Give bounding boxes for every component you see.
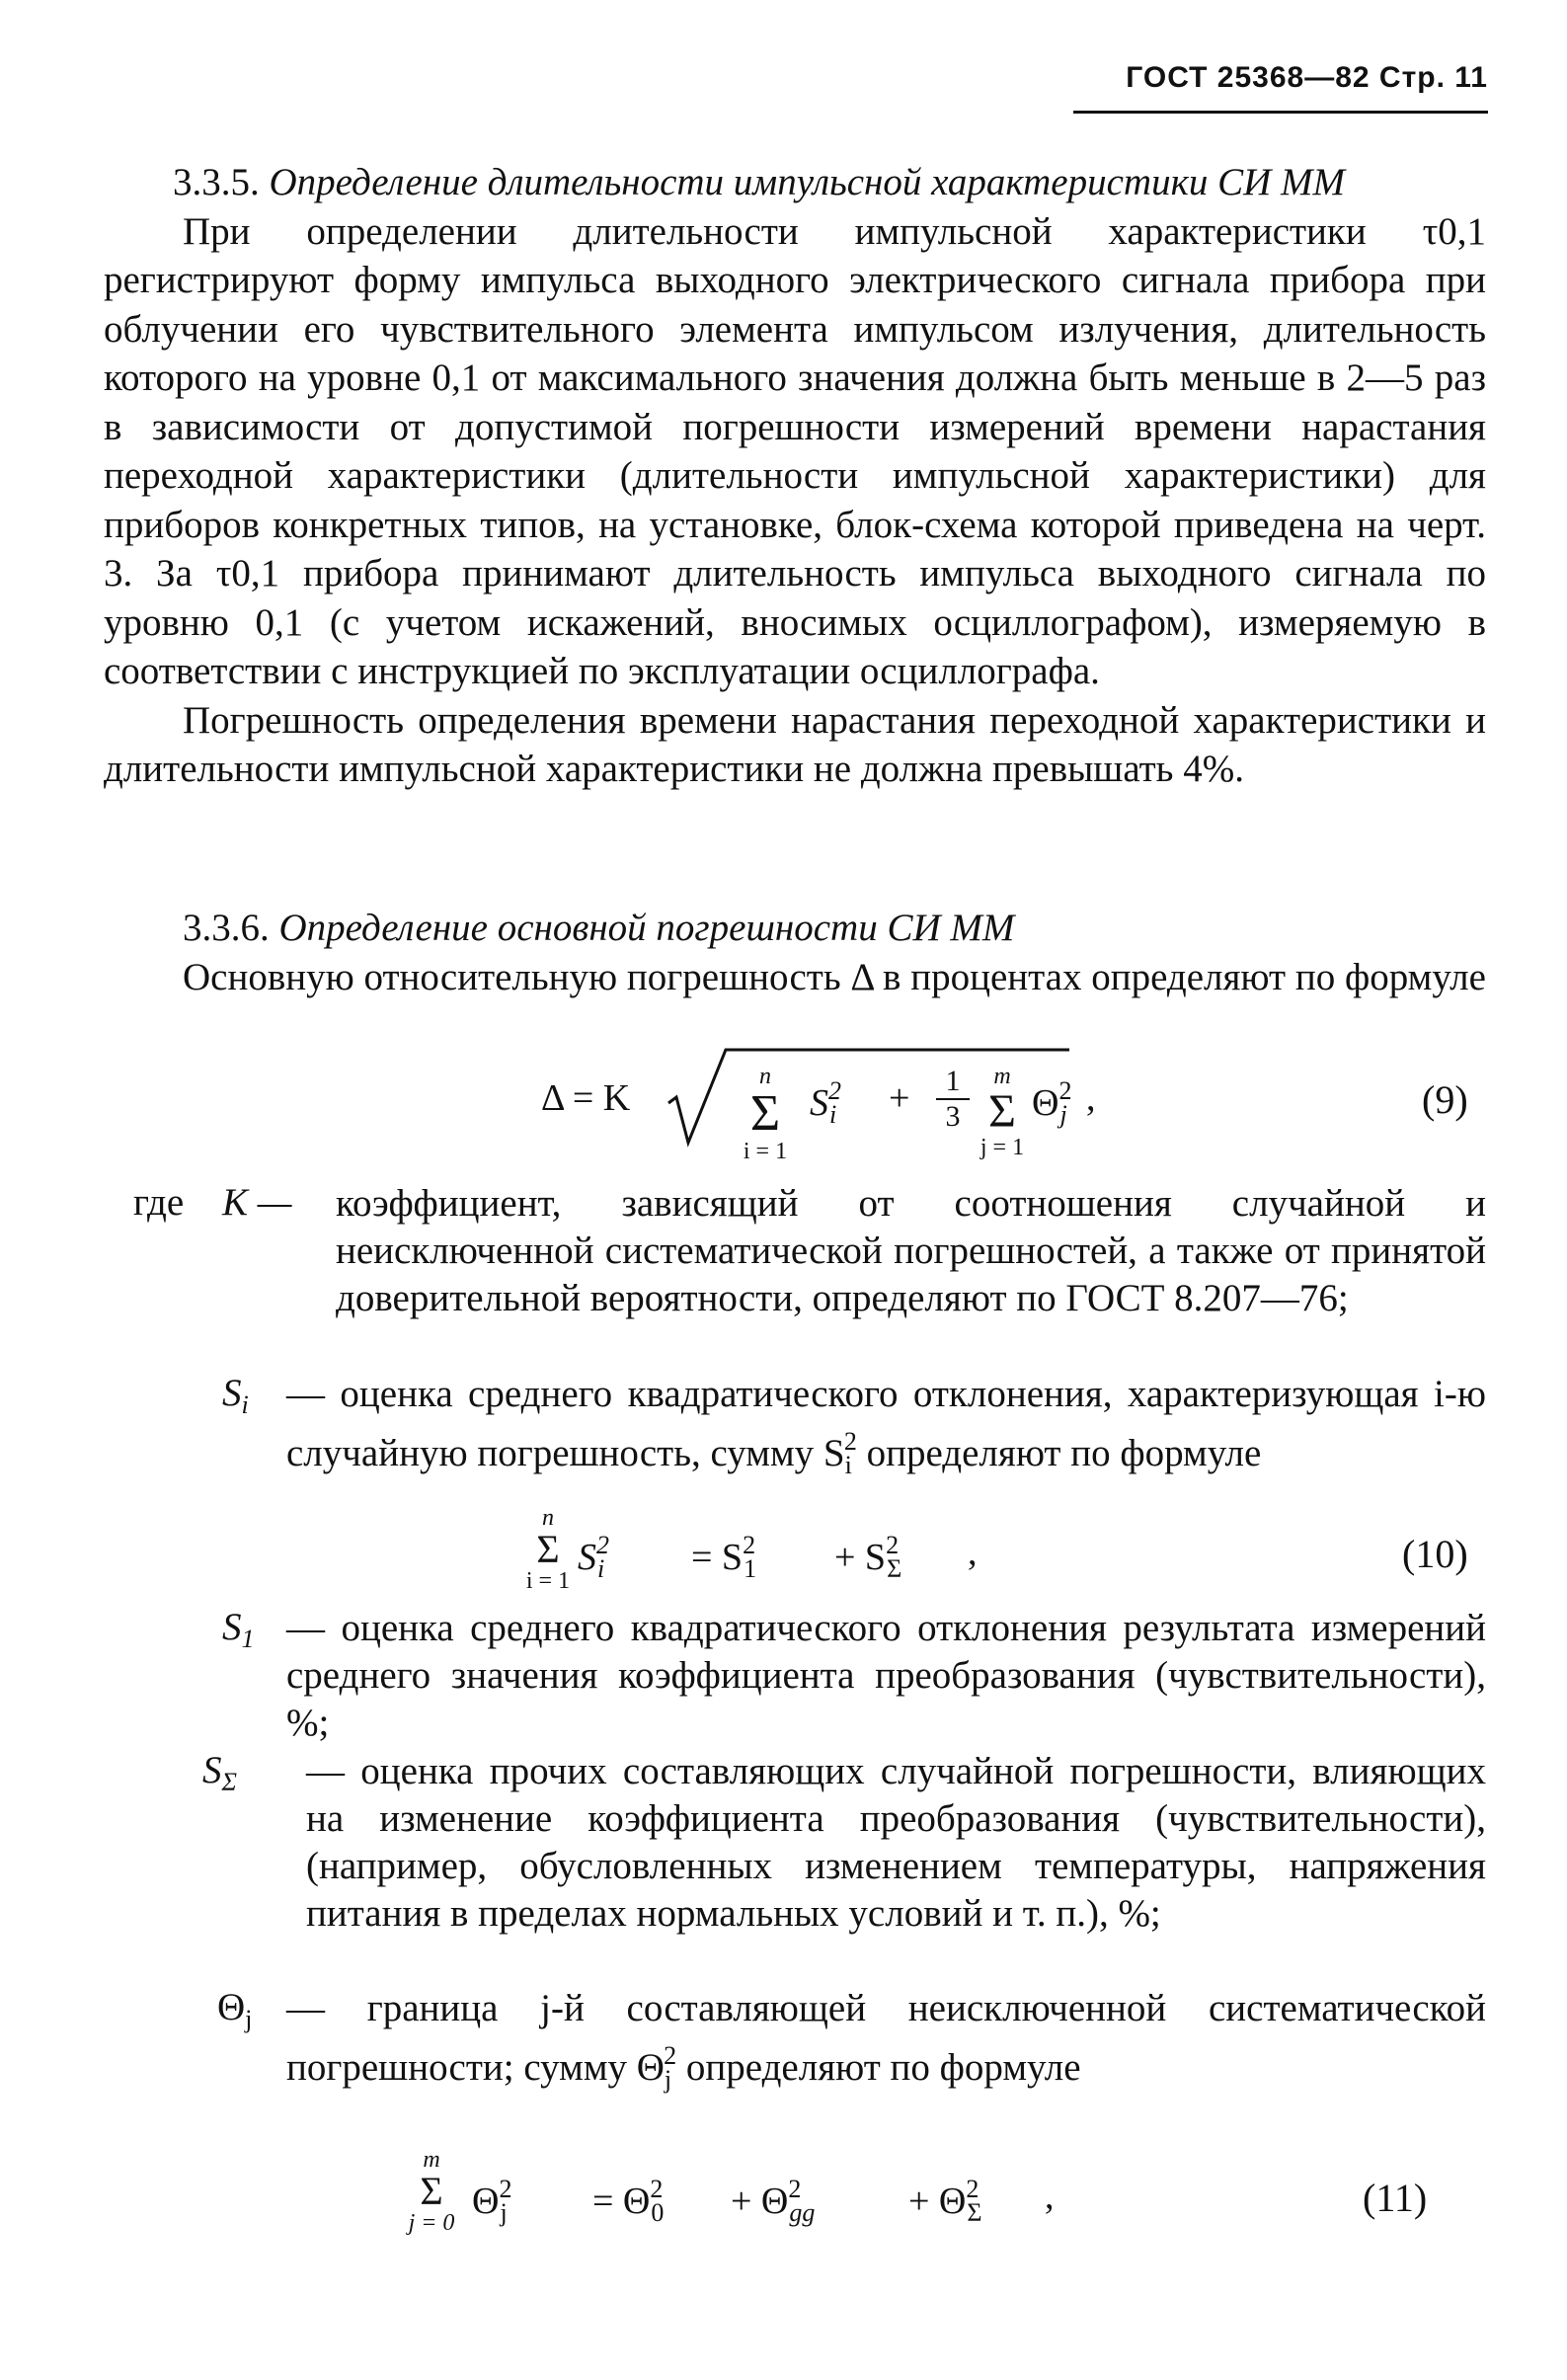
- term-superscript: 2: [743, 1531, 756, 1559]
- term-subscript: j: [1059, 1100, 1067, 1129]
- sum-upper-limit: n: [759, 1064, 771, 1089]
- section-heading: [104, 904, 1486, 953]
- eq10-rhs1: [691, 1531, 756, 1584]
- text: определяют по формуле: [856, 1432, 1262, 1474]
- def-SS-term: [202, 1748, 237, 1797]
- sum-lower-limit: j = 0: [408, 2210, 455, 2236]
- term-subscript: i: [597, 1554, 605, 1583]
- section-3-3-6: [104, 904, 1486, 1001]
- term-subscript: Σ: [887, 1554, 902, 1583]
- term-symbol: Θ: [472, 2181, 500, 2222]
- term-subscript: i: [829, 1100, 837, 1129]
- eq11-tail: ,: [1045, 2176, 1055, 2217]
- fraction-denominator: 3: [945, 1100, 961, 1133]
- def-where: где: [133, 1181, 185, 1224]
- paragraph: Основную относительную погрешность Δ в процентах определяют по формуле: [183, 955, 1486, 998]
- sum-lower-limit: i = 1: [743, 1139, 788, 1164]
- standard-number: ГОСТ 25368—82: [1126, 61, 1371, 94]
- section-number: 3.3.5.: [173, 161, 260, 203]
- def-S1-text: — оценка среднего квадратического отклонения результата измерений среднего значения коэффициента преобразования (чувствительности), %;: [286, 1607, 1486, 1744]
- section-number: 3.3.6.: [183, 907, 270, 949]
- paragraph: При определении длительности импульсной характеристики τ0,1 регистрируют форму импульса выходного электрического сигнала прибора при облучении его чувствительного элемента импульсом излучения, длительность которого на уровне 0,1 от максимального значения должна быть меньше в 2—5 раз в зависимости от допустимой погрешности измерений времени нарастания переходной характеристики (длительности импульсной характеристики) для приборов конкретных типов, на установке, блок-схема которой приведена на черт. 3. За τ0,1 прибора принимают длительность импульса выходного сигнала по уровню 0,1 (с учетом искажений, вносимых осциллографом), измеряемую в соответствии с инструкцией по эксплуатации осциллографа.: [104, 209, 1486, 692]
- eq11-number: (11): [1363, 2176, 1428, 2220]
- eq9-term2: [1032, 1076, 1072, 1130]
- section-3-3-5: [104, 158, 1486, 794]
- eq10-rhs2: [834, 1531, 901, 1584]
- eq9-fraction: [936, 1067, 970, 1132]
- sum-upper-limit: m: [423, 2147, 440, 2173]
- term-symbol: + Θ: [908, 2181, 967, 2222]
- superscript: 2: [843, 1427, 857, 1456]
- sum-lower-limit: j = 1: [979, 1135, 1025, 1160]
- term-superscript: 2: [499, 2175, 512, 2203]
- def-Tj-text: [286, 1985, 1486, 2103]
- sigma-symbol: Σ: [749, 1085, 781, 1142]
- text: — оценка среднего квадратического отклонения, характеризующая i-ю случайную погрешность, сумму S: [286, 1373, 1486, 1474]
- eq11-t2: [731, 2175, 815, 2228]
- eq9-sum1: [736, 1065, 795, 1163]
- eq10-number: (10): [1402, 1532, 1468, 1576]
- eq11-sum: [407, 2148, 456, 2235]
- def-SS-text: — оценка прочих составляющих случайной погрешности, влияющих на изменение коэффициента преобразования (чувствительности), (например, обусловленных изменением температуры, напряжения питания в пределах нормальных условий и т. п.), %;: [306, 1750, 1486, 1935]
- eq10-lhs: [578, 1531, 609, 1584]
- term-subscript: j: [500, 2198, 508, 2227]
- term-superscript: 2: [966, 2175, 979, 2203]
- eq9-tail: ,: [1086, 1077, 1096, 1119]
- sum-upper-limit: n: [542, 1505, 554, 1531]
- term-symbol: Θ: [1032, 1082, 1059, 1124]
- term-symbol: S: [578, 1537, 596, 1578]
- term-superscript: 2: [828, 1076, 841, 1105]
- eq9-lhs: Δ = K: [541, 1077, 631, 1119]
- term-symbol: + S: [834, 1537, 887, 1578]
- eq9-term1: [810, 1076, 841, 1130]
- subscript: j: [664, 2065, 672, 2094]
- symbol: S: [202, 1749, 222, 1791]
- subscript: Σ: [221, 1768, 237, 1796]
- def-Si-term: [222, 1371, 249, 1420]
- section-title: Определение основной погрешности СИ ММ: [278, 907, 1015, 949]
- term-superscript: 2: [596, 1531, 609, 1559]
- sigma-symbol: Σ: [420, 2169, 443, 2213]
- term-subscript: gg: [789, 2198, 816, 2227]
- eq9-sum2: [973, 1065, 1032, 1159]
- term-superscript: 2: [886, 1531, 900, 1559]
- eq11-lhs: [472, 2175, 512, 2228]
- symbol: Θ: [217, 1986, 246, 2028]
- def-Si-text: [286, 1371, 1486, 1489]
- term-subscript: 1: [744, 1554, 757, 1583]
- sigma-symbol: Σ: [988, 1085, 1016, 1138]
- eq11-t3: [908, 2175, 982, 2228]
- symbol: S: [222, 1372, 242, 1414]
- sum-upper-limit: m: [993, 1064, 1011, 1089]
- subscript: j: [245, 2005, 253, 2033]
- def-K-term: K —: [222, 1181, 292, 1224]
- term-subscript: Σ: [967, 2198, 982, 2227]
- term-symbol: = S: [691, 1537, 744, 1578]
- text: — граница j-й составляющей неисключенной систематической погрешности; сумму Θ: [286, 1987, 1486, 2089]
- section-title: Определение длительности импульсной характеристики СИ ММ: [269, 161, 1345, 203]
- text: определяют по формуле: [676, 2046, 1081, 2089]
- def-S1-term: [222, 1605, 255, 1654]
- term-symbol: + Θ: [731, 2181, 789, 2222]
- page-number: Стр. 11: [1378, 61, 1488, 94]
- subscript: 1: [241, 1625, 255, 1653]
- eq10-tail: ,: [968, 1532, 978, 1573]
- term-symbol: S: [810, 1082, 828, 1124]
- term-subscript: 0: [651, 2198, 665, 2227]
- subscript: i: [844, 1451, 852, 1479]
- def-Tj-term: [217, 1985, 252, 2034]
- header-rule: [1073, 111, 1488, 114]
- superscript: 2: [664, 2041, 677, 2070]
- sum-lower-limit: i = 1: [525, 1568, 571, 1594]
- fraction-numerator: 1: [945, 1065, 961, 1097]
- eq11-t1: [592, 2175, 664, 2228]
- page-header: [1126, 61, 1488, 95]
- term-superscript: 2: [788, 2175, 802, 2203]
- paragraph: Погрешность определения времени нарастания переходной характеристики и длительности импульсной характеристики не должна превышать 4%.: [104, 698, 1486, 790]
- eq9-plus: +: [889, 1077, 910, 1119]
- def-K-text: коэффициент, зависящий от соотношения случайной и неисключенной систематической погрешностей, а также от принятой доверительной вероятности, определяют по ГОСТ 8.207—76;: [336, 1182, 1486, 1319]
- section-heading: [104, 158, 1486, 207]
- term-superscript: 2: [650, 2175, 664, 2203]
- sigma-symbol: Σ: [536, 1527, 560, 1571]
- subscript: i: [241, 1390, 249, 1419]
- term-superscript: 2: [1058, 1076, 1072, 1105]
- eq10-sum: [523, 1506, 573, 1593]
- eq9-number: (9): [1422, 1077, 1468, 1122]
- term-symbol: = Θ: [592, 2181, 651, 2222]
- symbol: S: [222, 1606, 242, 1648]
